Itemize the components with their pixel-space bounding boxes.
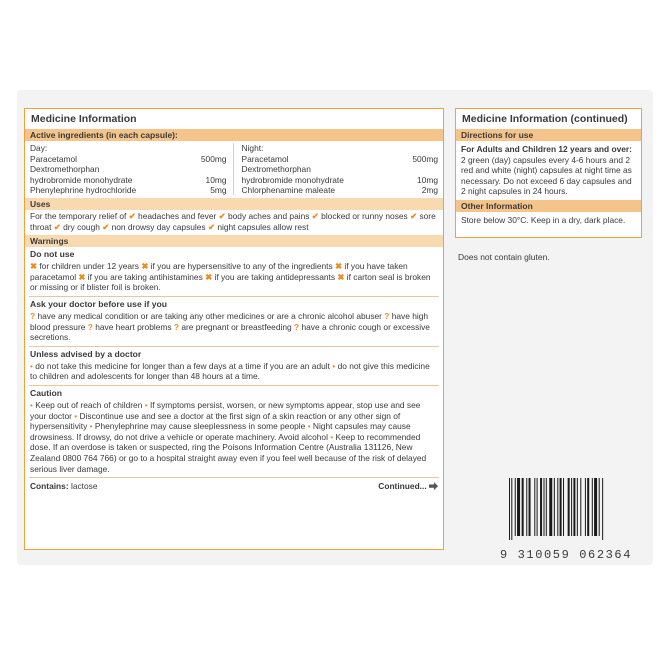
list-item: Keep out of reach of children (35, 399, 143, 410)
cross-icon: ✖ (337, 271, 345, 282)
check-icon: ✔ (53, 221, 61, 232)
bullet-icon: • (30, 360, 33, 371)
list-item: if you have taken paracetamol (30, 261, 408, 282)
caution-heading: Caution (30, 387, 62, 398)
question-icon: ? (384, 310, 390, 321)
bullet-icon: • (330, 431, 334, 442)
ingredient-dose (223, 164, 227, 174)
barcode-bar (529, 478, 531, 536)
barcode-bar (573, 478, 575, 536)
night-ingredients (233, 143, 439, 195)
night-label: Night: (241, 143, 264, 153)
medicine-information-continued-panel (455, 108, 642, 238)
list-item: if you are taking antihistamines (87, 271, 203, 282)
barcode-bar (515, 478, 516, 536)
barcode-bar (580, 478, 581, 536)
barcode-bar (571, 478, 572, 536)
question-icon: ? (294, 321, 300, 332)
list-item: if you are hypersensitive to any of the ingredients (150, 261, 333, 272)
barcode-bar (546, 478, 547, 536)
list-item: headaches and fever (138, 211, 217, 222)
contains-label: Contains: (30, 481, 69, 492)
list-item: body aches and pains (227, 211, 310, 222)
ingredient-row (30, 175, 227, 185)
ingredient-dose: 500mg (200, 154, 227, 165)
storage-text: Store below 30°C. Keep in a dry, dark place. (461, 214, 626, 225)
directions-dosage: 2 green (day) capsules every 4-6 hours and 2 red and white (night) capsules at night time as necessary. Do not exceed 6 day capsules and 2 night capsules in 24 hours. (461, 154, 632, 197)
ingredient-dose: 10mg (205, 174, 227, 185)
ask-doctor-heading: Ask your doctor before use if you (30, 298, 168, 309)
continued-label: Continued... (378, 481, 427, 492)
warnings-heading: Warnings (25, 235, 443, 247)
ingredient-row (30, 154, 227, 164)
check-icon: ✔ (128, 211, 136, 222)
barcode-bar (534, 478, 535, 536)
list-item: Discontinue use and see a doctor at the first sign of a skin reaction or any other sign of hypersensitivity (30, 410, 401, 432)
barcode-bar (592, 478, 593, 536)
list-item: If symptoms persist, worsen, or new symptoms appear, stop use and see your doctor (30, 399, 421, 421)
barcode-bar (509, 478, 510, 540)
list-item: blocked or runny noses (321, 211, 408, 222)
barcode-number: 9 310059 062364 (500, 548, 633, 562)
panel-title: Medicine Information (31, 113, 137, 125)
ingredients-table (25, 141, 443, 198)
list-item: are pregnant or breastfeeding (181, 321, 292, 332)
ingredient-dose: 10mg (417, 174, 438, 185)
day-ingredients (30, 143, 227, 195)
bullet-icon: • (74, 410, 78, 421)
barcode-bar (563, 478, 564, 536)
list-item: have a chronic cough or excessive secretions. (30, 321, 430, 343)
day-ingredient-list (30, 154, 227, 195)
cross-icon: ✖ (205, 271, 213, 282)
list-item: do not take this medicine for longer than a few days at a time if you are an adult (35, 360, 330, 371)
directions-heading: Directions for use (456, 129, 641, 141)
do-not-use-heading: Do not use (30, 249, 75, 260)
list-item: if you are taking antidepressants (214, 271, 336, 282)
barcode-bar (577, 478, 578, 536)
question-icon: ? (87, 321, 93, 332)
uses-intro: For the temporary relief of (30, 211, 127, 222)
list-item: non drowsy day capsules (111, 221, 206, 232)
unless-advised-text (25, 360, 443, 383)
directions-text (456, 141, 641, 200)
medicine-information-panel (24, 108, 444, 550)
ingredient-dose: 5mg (210, 184, 227, 195)
list-item: Keep to recommended dose. If an overdose is taken or suspected, ring the Poisons Information Centre (Australia 131126, New Zealand 0800 764 766) or go to a hospital straight away even if you feel well because of the risk of delayed serious liver damage. (30, 431, 427, 474)
uses-heading: Uses (25, 198, 443, 210)
list-item: have high blood pressure (30, 310, 429, 332)
barcode-bar (587, 478, 589, 536)
list-item: have heart problems (95, 321, 172, 332)
check-icon: ✔ (102, 221, 110, 232)
ingredient-row (30, 164, 227, 174)
panel-footer (25, 478, 443, 494)
barcode-bar (549, 478, 552, 536)
barcode-bar (537, 478, 538, 536)
barcode-image (508, 478, 643, 540)
bullet-icon: • (89, 421, 93, 432)
list-item: night capsules allow rest (217, 221, 309, 232)
ingredient-row (30, 185, 227, 195)
ingredient-dose: 500mg (412, 154, 438, 165)
ingredient-name: Paracetamol (241, 154, 289, 165)
list-item: have any medical condition or are taking any other medicines or are a chronic alcohol abuser (37, 310, 382, 321)
ingredient-row (242, 175, 439, 185)
ingredient-name: Dextromethorphan (241, 164, 311, 175)
barcode-bar (517, 478, 520, 536)
ingredient-row (242, 154, 439, 164)
contains-value: lactose (70, 481, 98, 492)
barcode-bar (599, 478, 600, 536)
barcode-bar (522, 478, 524, 536)
ingredient-name: Chlorphenamine maleate (241, 184, 336, 195)
barcode-bar (540, 478, 542, 536)
active-ingredients-heading: Active ingredients (in each capsule): (25, 129, 443, 141)
list-item: Night capsules may cause drowsiness. If drowsy, do not drive a vehicle or operate machinery. Avoid alcohol (30, 421, 411, 442)
barcode-bar (544, 478, 545, 536)
bullet-icon: • (144, 399, 148, 410)
ingredient-name: Paracetamol (30, 154, 78, 165)
barcode-bar (602, 478, 603, 540)
ingredient-name: Dextromethorphan (30, 164, 100, 175)
barcode-bar (557, 478, 558, 536)
check-icon: ✔ (207, 221, 215, 232)
barcode-bar (526, 478, 527, 536)
cross-icon: ✖ (30, 261, 38, 272)
check-icon: ✔ (410, 211, 418, 222)
contains-line (30, 481, 98, 491)
uses-text (25, 210, 443, 235)
cross-icon: ✖ (141, 261, 149, 272)
barcode-bar (568, 478, 570, 536)
barcode-bar (511, 478, 512, 540)
check-icon: ✔ (311, 211, 319, 222)
check-icon: ✔ (218, 211, 226, 222)
list-item: dry cough (63, 221, 100, 232)
ingredient-name: hydrobromide monohydrate (241, 174, 344, 185)
ingredient-row (242, 164, 439, 174)
cross-icon: ✖ (78, 271, 86, 282)
barcode-bar (560, 478, 562, 536)
ingredient-dose (434, 164, 438, 174)
list-item: if carton seal is broken or missing or if blister foil is broken. (30, 271, 431, 293)
barcode-bar (585, 478, 586, 536)
panel-title: Medicine Information (continued) (462, 113, 628, 125)
list-item: sore throat (30, 211, 436, 232)
barcode-bar (554, 478, 555, 536)
gluten-statement: Does not contain gluten. (458, 252, 550, 262)
barcode-bar (594, 478, 597, 536)
day-label: Day: (30, 143, 48, 153)
bullet-icon: • (30, 399, 33, 410)
ingredient-name: hydrobromide monohydrate (30, 174, 133, 185)
arrow-right-icon (429, 482, 438, 490)
unless-advised-heading: Unless advised by a doctor (30, 348, 142, 359)
bullet-icon: • (307, 421, 311, 432)
ingredient-dose: 2mg (421, 184, 438, 195)
list-item: do not give this medicine to children and adolescents for longer than 48 hours at a time. (30, 360, 430, 382)
ingredient-row (242, 185, 439, 195)
list-item: Phenylephrine may cause sleeplessness in some people (94, 421, 306, 432)
caution-text (25, 399, 443, 475)
continued-line (378, 481, 438, 491)
other-information-heading: Other Information (456, 200, 641, 212)
ingredient-name: Phenylephrine hydrochloride (30, 184, 137, 195)
night-ingredient-list (242, 154, 439, 195)
do-not-use-text (25, 260, 443, 294)
list-item: for children under 12 years (39, 261, 139, 272)
cross-icon: ✖ (335, 261, 343, 272)
question-icon: ? (30, 310, 36, 321)
ask-doctor-text (25, 310, 443, 344)
directions-audience: For Adults and Children 12 years and over: (461, 144, 632, 154)
bullet-icon: • (332, 360, 336, 371)
question-icon: ? (173, 321, 179, 332)
